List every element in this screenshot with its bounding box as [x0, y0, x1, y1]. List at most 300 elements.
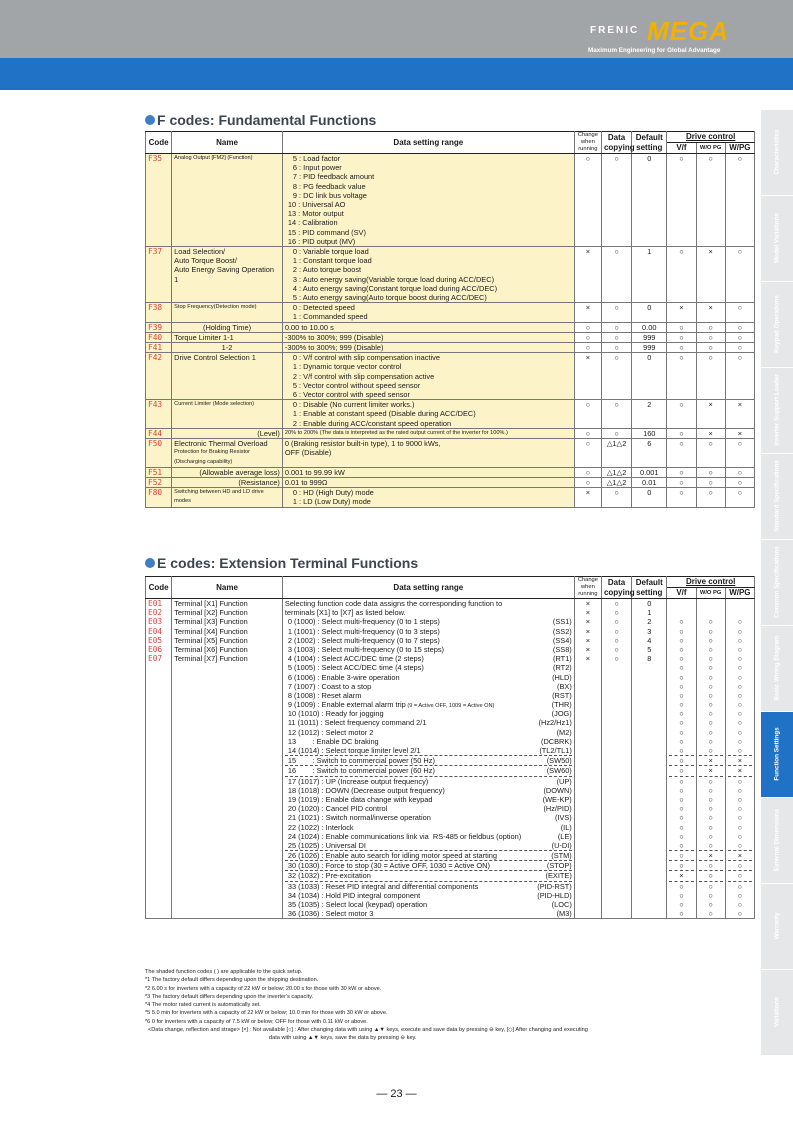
- range-line: 3 : Auto energy saving(Variable torque load during ACC/DEC): [292, 274, 495, 284]
- range-symbol: (DCBRK): [540, 736, 572, 746]
- footnote-line: *4 The motor rated current is automatically set.: [145, 1002, 261, 1009]
- vf-cell-value: ○: [679, 804, 684, 814]
- wpg-cell-value: ○: [728, 861, 752, 871]
- vf-cell-value: ○: [669, 851, 693, 861]
- vf-cell-value: ○: [679, 644, 684, 654]
- wopg-cell: ○: [696, 353, 725, 400]
- sidebar-tab-label: Inverter Support Loader: [773, 374, 781, 447]
- section-sidebar: [761, 110, 793, 1056]
- vf-cell-spacer: [669, 608, 693, 617]
- range-cell: [282, 353, 574, 400]
- footnote-line: *2 6.00 s for inverters with a capacity of 22 kW or below; 20.00 s for those with 30 kW or above.: [145, 985, 382, 992]
- wpg-cell-value: ○: [728, 871, 752, 881]
- sidebar-tab-label: Common Specifications: [773, 546, 781, 619]
- range-symbol: (SS1): [552, 617, 572, 627]
- range-text: 7 (1007) : Coast to a stop: [287, 681, 372, 691]
- name-line: Terminal [X4] Function: [174, 626, 248, 636]
- col-name-header: Name: [172, 132, 283, 154]
- col-name-header: Name: [172, 577, 283, 599]
- range-line: [285, 841, 572, 851]
- range-line: -300% to 300%; 999 (Disable): [284, 343, 384, 353]
- copy-cell-value: ○: [614, 644, 619, 654]
- name-cell: [172, 428, 283, 438]
- range-text: 25 (1025) : Universal DI: [287, 840, 366, 850]
- wopg-cell: ×: [696, 247, 725, 303]
- wpg-cell-value: ○: [728, 746, 752, 756]
- vf-cell: ○: [667, 322, 696, 332]
- change-cell: ○: [574, 428, 601, 438]
- wopg-cell-value: ○: [708, 822, 713, 832]
- range-text: 36 (1036) : Select motor 3: [287, 909, 374, 919]
- range-line: [285, 645, 572, 654]
- fcode-row: [146, 332, 755, 342]
- range-line: 1 : Dynamic torque vector control: [292, 362, 402, 372]
- name-cell: [172, 322, 283, 332]
- wpg-cell-value: ○: [737, 690, 743, 700]
- default-cell: 0: [632, 353, 667, 400]
- sidebar-tab-label: Basic Wiring Diagram: [773, 635, 781, 701]
- range-symbol: (DOWN): [543, 785, 572, 795]
- fcode-row: [146, 477, 755, 487]
- range-line: [285, 851, 572, 861]
- sidebar-tab-label: Characteristics: [773, 129, 781, 176]
- range-cell: [282, 488, 574, 507]
- wpg-cell: ○: [725, 467, 754, 477]
- brand-mega: MEGA: [647, 16, 729, 46]
- range-line: 14 : Calibration: [287, 218, 338, 228]
- wopg-cell-value: ○: [708, 681, 713, 691]
- name-cell: [172, 439, 283, 468]
- name-line: Terminal [X6] Function: [174, 645, 248, 655]
- copy-cell-value: ○: [614, 599, 619, 608]
- name-cell: [172, 467, 283, 477]
- fcode-row: [146, 247, 755, 303]
- wpg-cell-value: ○: [737, 776, 743, 786]
- wpg-cell-value: ○: [737, 736, 743, 746]
- wpg-cell-value: ○: [737, 700, 743, 710]
- code-cell: F41: [146, 343, 172, 353]
- copy-cell: ○: [601, 247, 631, 303]
- range-line: [285, 756, 572, 766]
- range-line: [285, 691, 572, 700]
- header-blue-band: [0, 58, 793, 90]
- wopg-cell-value: ○: [708, 663, 713, 673]
- wpg-cell-value: ○: [737, 681, 743, 691]
- range-line: 2 : Enable during ACC/constant speed operation: [292, 418, 452, 428]
- copy-cell-value: ○: [614, 608, 619, 618]
- range-line: [285, 627, 572, 636]
- range-text: 13 : Enable DC braking: [287, 736, 379, 746]
- vf-cell-value: ○: [669, 766, 693, 776]
- col-wpg-header: W/PG: [725, 143, 754, 154]
- default-cell: 6: [632, 439, 667, 468]
- range-cell: [282, 428, 574, 438]
- vf-cell-value: ○: [679, 785, 684, 795]
- range-line: [285, 617, 572, 626]
- change-cell: ○: [574, 477, 601, 487]
- name-cell: [172, 477, 283, 487]
- wpg-cell-value: ○: [737, 718, 743, 728]
- wopg-cell-value: ○: [708, 909, 713, 919]
- name-cell: [172, 353, 283, 400]
- range-line: 2 : V/f control with slip compensation active: [292, 371, 435, 381]
- wopg-cell-value: ○: [708, 785, 713, 795]
- range-line: 8 : PG feedback value: [292, 181, 366, 191]
- range-symbol: (SS4): [552, 635, 572, 645]
- range-line: -300% to 300%; 999 (Disable): [284, 332, 384, 342]
- default-cell-value: 1: [647, 608, 652, 618]
- change-cell: ○: [574, 343, 601, 353]
- change-cell-value: ×: [585, 599, 591, 608]
- wopg-cell-value: ○: [708, 700, 713, 710]
- range-text: 12 (1012) : Select motor 2: [287, 727, 374, 737]
- wpg-cell-value: ○: [737, 900, 743, 909]
- name-line: Terminal [X5] Function: [174, 635, 248, 645]
- sidebar-tab-label: External Dimensions: [773, 809, 781, 872]
- range-symbol: (IVS): [554, 813, 572, 823]
- vf-cell-value: ○: [679, 709, 684, 719]
- range-symbol: (RT1): [553, 654, 572, 664]
- range-line: 1 : Enable at constant speed (Disable during ACC/DEC): [292, 409, 476, 419]
- copy-header-line1: Data: [607, 133, 626, 143]
- wpg-cell: ○: [725, 353, 754, 400]
- range-line: 20% to 200% (The data is interpreted as the rated output current of the inverter for 100%.): [284, 429, 508, 436]
- wpg-cell-value: ○: [737, 644, 743, 654]
- wopg-cell: ○: [696, 322, 725, 332]
- sidebar-tab: [761, 110, 793, 195]
- name-line: Terminal [X3] Function: [174, 617, 248, 627]
- wpg-cell: ○: [725, 154, 754, 247]
- range-text: 15 : Switch to commercial power (50 Hz): [287, 756, 435, 766]
- sidebar-tab-label: Model Variations: [773, 213, 781, 264]
- fcode-row: [146, 353, 755, 400]
- vf-cell-value: ○: [669, 841, 693, 851]
- name-cell: [172, 343, 283, 353]
- name-cell: [172, 400, 283, 429]
- change-cell-value: ×: [585, 617, 591, 627]
- range-text: 33 (1033) : Reset PID integral and differential components: [287, 881, 479, 891]
- change-cell: ×: [574, 247, 601, 303]
- range-cell: [282, 322, 574, 332]
- range-symbol: (U-DI): [551, 840, 572, 850]
- range-text: 19 (1019) : Enable data change with keypad: [287, 794, 433, 804]
- fcode-row: [146, 400, 755, 429]
- range-text: 6 (1006) : Enable 3-wire operation: [287, 672, 400, 682]
- name-line: Terminal [X2] Function: [174, 608, 248, 618]
- footnote-line: *3 The factory default differs depending upon the inverter's capacity.: [145, 993, 314, 1000]
- vf-cell-value: ○: [679, 718, 684, 728]
- name-line: Protection for Braking Resistor (Discharging capability): [174, 449, 251, 465]
- sidebar-tab: [761, 196, 793, 281]
- footnote-line: <Data change, reflection and strage> [×] : Not available [○] : After changing data with using ▲▼ keys, execute and save data by pressing ⊖ key, [◇] After changing and executing: [148, 1027, 588, 1034]
- ecodes-table: [145, 576, 755, 919]
- wpg-cell-value: ×: [728, 851, 752, 861]
- copy-cell-value: ○: [614, 626, 619, 636]
- range-symbol: (SW60): [546, 766, 572, 776]
- ecodes-title: E codes: Extension Terminal Functions: [145, 555, 418, 571]
- range-intro-line: Selecting function code data assigns the corresponding function to: [284, 599, 503, 608]
- range-line: [285, 900, 572, 909]
- vf-cell: ○: [667, 428, 696, 438]
- sidebar-tab: [761, 626, 793, 711]
- copy-cell: △1△2: [601, 439, 631, 468]
- col-drive-header: Drive control: [667, 132, 755, 143]
- fcode-row: [146, 322, 755, 332]
- default-line1: Default: [635, 578, 663, 588]
- vf-cell-value: ○: [679, 681, 684, 691]
- copy-cell: △1△2: [601, 477, 631, 487]
- sidebar-tab: [761, 884, 793, 969]
- name-line: Current Limiter (Mode selection): [174, 401, 255, 408]
- fcode-row: [146, 439, 755, 468]
- copy-header-line2: copying: [603, 587, 635, 597]
- name-line: Stop Frequency(Detection mode): [174, 304, 257, 311]
- wopg-cell: ○: [696, 343, 725, 353]
- vf-cell: ○: [667, 353, 696, 400]
- wpg-cell-value: ○: [737, 635, 743, 645]
- copy-cell-value: ○: [614, 617, 619, 627]
- range-text: 20 (1020) : Cancel PID control: [287, 804, 388, 814]
- default-cell-value: 2: [647, 617, 652, 627]
- range-line: [285, 700, 572, 709]
- vf-cell-value: ○: [679, 881, 684, 891]
- range-text: 32 (1032) : Pre-excitation: [287, 871, 371, 881]
- change-cell: ×: [574, 488, 601, 507]
- wpg-cell-spacer: [728, 608, 752, 617]
- wpg-cell-value: ○: [737, 663, 743, 673]
- fcodes-title: F codes: Fundamental Functions: [145, 112, 376, 128]
- name-line: Drive Control Selection 1: [174, 353, 256, 363]
- wpg-cell-value: ×: [728, 766, 752, 776]
- wopg-cell-value: ○: [708, 776, 713, 786]
- name-cell: [172, 332, 283, 342]
- wopg-cell-value: ○: [708, 727, 713, 737]
- vf-cell-value: ○: [679, 626, 684, 636]
- range-cell: [282, 332, 574, 342]
- default-cell: 1: [632, 247, 667, 303]
- range-line: 1 : Constant torque load: [292, 256, 372, 266]
- wpg-cell: ×: [725, 400, 754, 429]
- name-line: (Level): [257, 428, 280, 438]
- range-symbol: (TL2/TL1): [539, 746, 572, 756]
- sidebar-tab-label: Function Settings: [773, 727, 781, 781]
- wpg-cell: [725, 599, 754, 919]
- col-default-header: [632, 577, 667, 599]
- sidebar-tab: [761, 798, 793, 883]
- vf-cell-value: ○: [679, 822, 684, 832]
- wpg-cell: ○: [725, 303, 754, 322]
- range-line: [285, 766, 572, 776]
- range-symbol: (LOC): [551, 900, 572, 910]
- vf-cell-value: ○: [679, 794, 684, 804]
- wpg-cell: ○: [725, 439, 754, 468]
- wpg-cell-value: ○: [737, 709, 743, 719]
- change-cell-value: ×: [585, 608, 591, 618]
- col-wopg-header: W/O PG: [696, 588, 725, 599]
- change-cell: ○: [574, 400, 601, 429]
- range-text: 2 (1002) : Select multi-frequency (0 to 7 steps): [287, 635, 440, 645]
- footnote-line: *6 0 for inverters with a capacity of 7.5 kW or below; OFF for those with 0.11 kW or above.: [145, 1018, 368, 1025]
- range-symbol: (STM): [551, 851, 572, 861]
- name-cell: [172, 488, 283, 507]
- wpg-cell-value: ○: [737, 822, 743, 832]
- range-line: 13 : Motor output: [287, 209, 344, 219]
- range-symbol: (M2): [556, 727, 572, 737]
- vf-cell-value: ○: [679, 909, 684, 919]
- wopg-cell-value: ○: [699, 746, 723, 756]
- col-copy-header: [601, 132, 635, 154]
- name-line: (Allowable average loss): [199, 467, 280, 477]
- range-cell: [282, 343, 574, 353]
- sidebar-tab: [761, 970, 793, 1055]
- fcode-row: [146, 154, 755, 247]
- wpg-cell: ○: [725, 488, 754, 507]
- range-line: [285, 823, 572, 832]
- code-cell: [146, 599, 172, 919]
- default-line2: setting: [636, 142, 663, 152]
- fcode-row: [146, 488, 755, 507]
- wopg-cell: ○: [696, 488, 725, 507]
- range-line: 9 : DC link bus voltage: [292, 190, 367, 200]
- wpg-cell-value: ○: [737, 654, 743, 664]
- range-line: 0.01 to 999Ω: [284, 477, 328, 487]
- vf-cell-value: ○: [679, 690, 684, 700]
- range-line: 16 : PID output (MV): [287, 236, 356, 246]
- range-symbol: (STOP): [546, 861, 572, 871]
- fcodes-table: [145, 131, 755, 508]
- vf-cell-value: ○: [679, 654, 684, 664]
- default-cell: 0.001: [632, 467, 667, 477]
- code-cell: F44: [146, 428, 172, 438]
- range-line: 0 : V/f control with slip compensation inactive: [292, 353, 440, 363]
- range-text: 1 (1001) : Select multi-frequency (0 to 3 steps): [287, 626, 440, 636]
- brand-frenic: FRENIC: [590, 25, 640, 36]
- vf-cell-value: ○: [679, 813, 684, 823]
- sidebar-tab: [761, 540, 793, 625]
- range-line: [285, 654, 572, 663]
- code-line: E07: [148, 654, 163, 664]
- brand-tagline: Maximum Engineering for Global Advantage: [588, 47, 721, 54]
- wpg-cell-spacer: [728, 599, 752, 608]
- vf-cell: ○: [667, 332, 696, 342]
- wopg-cell: ×: [696, 303, 725, 322]
- range-note: (9 = Active OFF, 1009 = Active ON): [405, 703, 495, 710]
- col-drive-header: Drive control: [667, 577, 755, 588]
- wopg-cell-value: ○: [708, 617, 713, 627]
- col-range-header: Data setting range: [282, 577, 574, 599]
- default-cell: 0: [632, 303, 667, 322]
- range-text: 16 : Switch to commercial power (60 Hz): [287, 766, 435, 776]
- footnote-line: *1 The factory default differs depending upon the shipping destination.: [145, 977, 319, 984]
- wopg-cell-value: ○: [708, 813, 713, 823]
- range-symbol: (Hz2/Hz1): [538, 718, 572, 728]
- range-text: 4 (1004) : Select ACC/DEC time (2 steps): [287, 654, 424, 664]
- wopg-cell-value: ○: [708, 900, 713, 909]
- wopg-cell-value: ○: [708, 672, 713, 682]
- code-cell: F38: [146, 303, 172, 322]
- change-cell: ○: [574, 467, 601, 477]
- vf-cell: ×: [667, 303, 696, 322]
- vf-cell-value: ○: [679, 727, 684, 737]
- copy-cell: ○: [601, 400, 631, 429]
- copy-cell: ○: [601, 154, 631, 247]
- default-cell: 0: [632, 154, 667, 247]
- col-code-header: Code: [146, 132, 172, 154]
- range-text: 14 (1014) : Select torque limiter level 2/1: [287, 746, 421, 756]
- range-line: [285, 663, 572, 672]
- bullet-icon: [145, 558, 155, 568]
- col-range-header: Data setting range: [282, 132, 574, 154]
- copy-cell: ○: [601, 488, 631, 507]
- vf-cell-value: ○: [679, 663, 684, 673]
- range-symbol: (JOG): [551, 709, 572, 719]
- vf-cell: ○: [667, 154, 696, 247]
- brand-logo: [590, 16, 760, 50]
- change-cell-value: ×: [585, 635, 591, 645]
- wopg-cell: ○: [696, 467, 725, 477]
- code-line: E06: [148, 645, 163, 655]
- range-line: 4 : Auto energy saving(Constant torque load during ACC/DEC): [292, 283, 498, 293]
- wopg-cell: [696, 599, 725, 919]
- range-line: [285, 718, 572, 727]
- wopg-cell-value: ○: [708, 794, 713, 804]
- vf-cell: ○: [667, 343, 696, 353]
- range-symbol: (PID-HLD): [537, 890, 572, 900]
- wpg-cell-value: ○: [737, 626, 743, 636]
- wopg-cell: ○: [696, 439, 725, 468]
- ecode-block: [146, 599, 755, 919]
- range-symbol: (RT2): [553, 663, 572, 673]
- range-cell: [282, 467, 574, 477]
- range-symbol: (HLD): [552, 672, 572, 682]
- range-line: [285, 871, 572, 881]
- wpg-cell: ○: [725, 247, 754, 303]
- code-line: E03: [148, 617, 163, 627]
- footnotes: [145, 968, 755, 1043]
- footnote-line: data with using ▲▼ keys, save the data by pressing ⊖ key.: [269, 1035, 417, 1042]
- sidebar-tab: [761, 712, 793, 797]
- default-cell-value: 4: [647, 635, 652, 645]
- wpg-cell: ○: [725, 322, 754, 332]
- change-cell: ○: [574, 322, 601, 332]
- wopg-cell-value: ×: [699, 756, 723, 766]
- change-cell-value: ×: [585, 644, 591, 654]
- range-symbol: (WE-KP): [542, 794, 572, 804]
- wopg-cell-value: ○: [708, 635, 713, 645]
- range-symbol: (PID-RST): [537, 881, 572, 891]
- vf-cell-value: ○: [679, 890, 684, 900]
- range-text: 10 (1010) : Ready for jogging: [287, 709, 384, 719]
- range-symbol: (BX): [557, 681, 572, 691]
- bullet-icon: [145, 115, 155, 125]
- code-cell: F37: [146, 247, 172, 303]
- range-line: 6 : Input power: [292, 163, 342, 173]
- range-line: 1 : Commanded speed: [292, 312, 368, 322]
- name-line: (Holding Time): [202, 322, 252, 332]
- default-line1: Default: [635, 133, 663, 143]
- name-line: Electronic Thermal Overload: [174, 439, 268, 449]
- code-line: E02: [148, 608, 163, 618]
- copy-cell: [601, 599, 631, 919]
- name-line: Auto Energy Saving Operation 1: [174, 265, 274, 284]
- wpg-cell-value: ○: [728, 841, 752, 851]
- range-line: 0.001 to 99.99 kW: [284, 467, 345, 477]
- wpg-cell-value: ○: [737, 831, 743, 841]
- range-line: [285, 795, 572, 804]
- copy-cell: ○: [601, 322, 631, 332]
- wpg-cell-value: ○: [737, 785, 743, 795]
- default-cell: 999: [632, 332, 667, 342]
